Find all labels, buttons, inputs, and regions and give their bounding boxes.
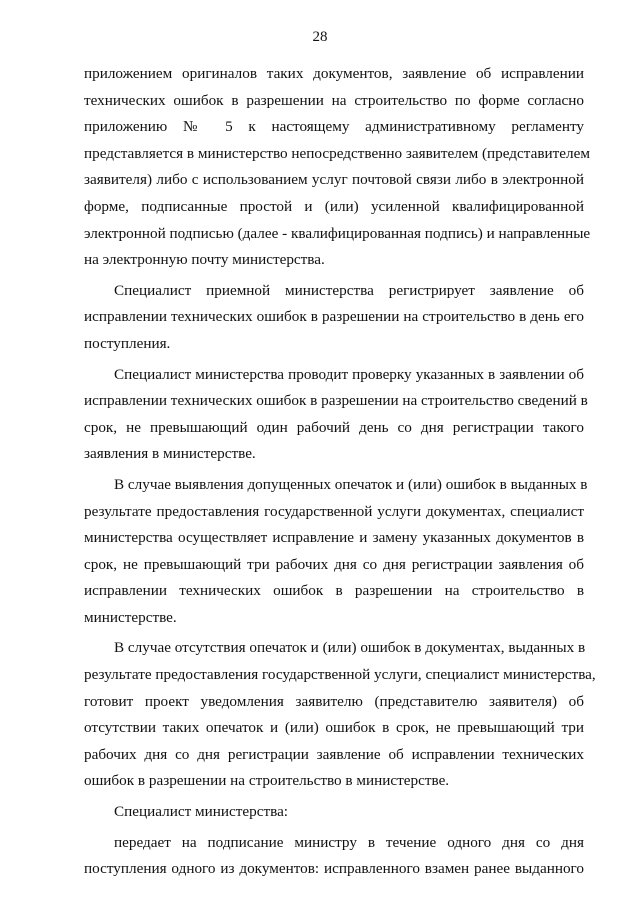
text-line: приложению № 5 к настоящему административному регламенту bbox=[84, 118, 584, 136]
text-line: заявителя) либо с использованием услуг почтовой связи либо в электронной bbox=[84, 171, 584, 189]
text-line: срок, не превышающий три рабочих дня со дня регистрации заявления об bbox=[84, 555, 584, 573]
text-line: результате предоставления государственной услуги, специалист министерства, bbox=[84, 666, 596, 684]
document-body bbox=[84, 61, 596, 887]
text-line: на электронную почту министерства. bbox=[84, 251, 325, 269]
text-line: приложением оригиналов таких документов, заявление об исправлении bbox=[84, 65, 584, 82]
text-line: Специалист приемной министерства регистрирует заявление об bbox=[114, 281, 584, 299]
paragraph bbox=[84, 635, 596, 795]
text-line: исправлении технических ошибок в разрешении на строительство сведений в bbox=[84, 392, 588, 410]
text-line: министерстве. bbox=[84, 608, 177, 626]
text-line: рабочих дня со дня регистрации заявление об исправлении технических bbox=[84, 745, 584, 763]
paragraph bbox=[84, 472, 588, 632]
paragraph bbox=[84, 799, 584, 826]
text-line: исправлении технических ошибок в разрешении на строительство в день его bbox=[84, 308, 584, 326]
paragraph bbox=[84, 830, 584, 883]
text-line: Специалист министерства: bbox=[114, 803, 289, 821]
text-line: заявления в министерстве. bbox=[84, 445, 256, 463]
text-line: передает на подписание министру в течение одного дня со дня bbox=[114, 833, 584, 851]
text-line: В случае отсутствия опечаток и (или) ошибок в документах, выданных в bbox=[114, 639, 586, 657]
text-line: результате предоставления государственной услуги документах, специалист bbox=[84, 502, 584, 520]
text-line: В случае выявления допущенных опечаток и (или) ошибок в выданных в bbox=[114, 475, 588, 493]
page-number: 28 bbox=[312, 29, 328, 45]
paragraph bbox=[84, 61, 591, 274]
text-line: представляется в министерство непосредственно заявителем (представителем bbox=[84, 144, 590, 162]
text-line: Специалист министерства проводит проверку указанных в заявлении об bbox=[114, 365, 584, 383]
text-line: ошибок в разрешении на строительство в министерстве. bbox=[84, 772, 450, 790]
text-line: срок, не превышающий один рабочий день со дня регистрации такого bbox=[84, 418, 584, 436]
text-line: исправлении технических ошибок в разрешении на строительство в bbox=[84, 582, 584, 600]
text-line: поступления одного из документов: исправленного взамен ранее выданного bbox=[84, 860, 584, 878]
text-line: форме, подписанные простой и (или) усиленной квалифицированной bbox=[84, 197, 584, 215]
text-line: поступления. bbox=[84, 334, 171, 352]
text-line: технических ошибок в разрешении на строительство по форме согласно bbox=[84, 91, 584, 109]
paragraph bbox=[84, 278, 584, 358]
text-line: министерства осуществляет исправление и замену указанных документов в bbox=[84, 529, 584, 547]
paragraph bbox=[84, 362, 588, 468]
text-line: отсутствии таких опечаток и (или) ошибок в срок, не превышающий три bbox=[84, 719, 584, 737]
text-line: электронной подписью (далее - квалифицированная подпись) и направленные bbox=[84, 224, 591, 242]
text-line: готовит проект уведомления заявителю (представителю заявителя) об bbox=[84, 692, 584, 710]
